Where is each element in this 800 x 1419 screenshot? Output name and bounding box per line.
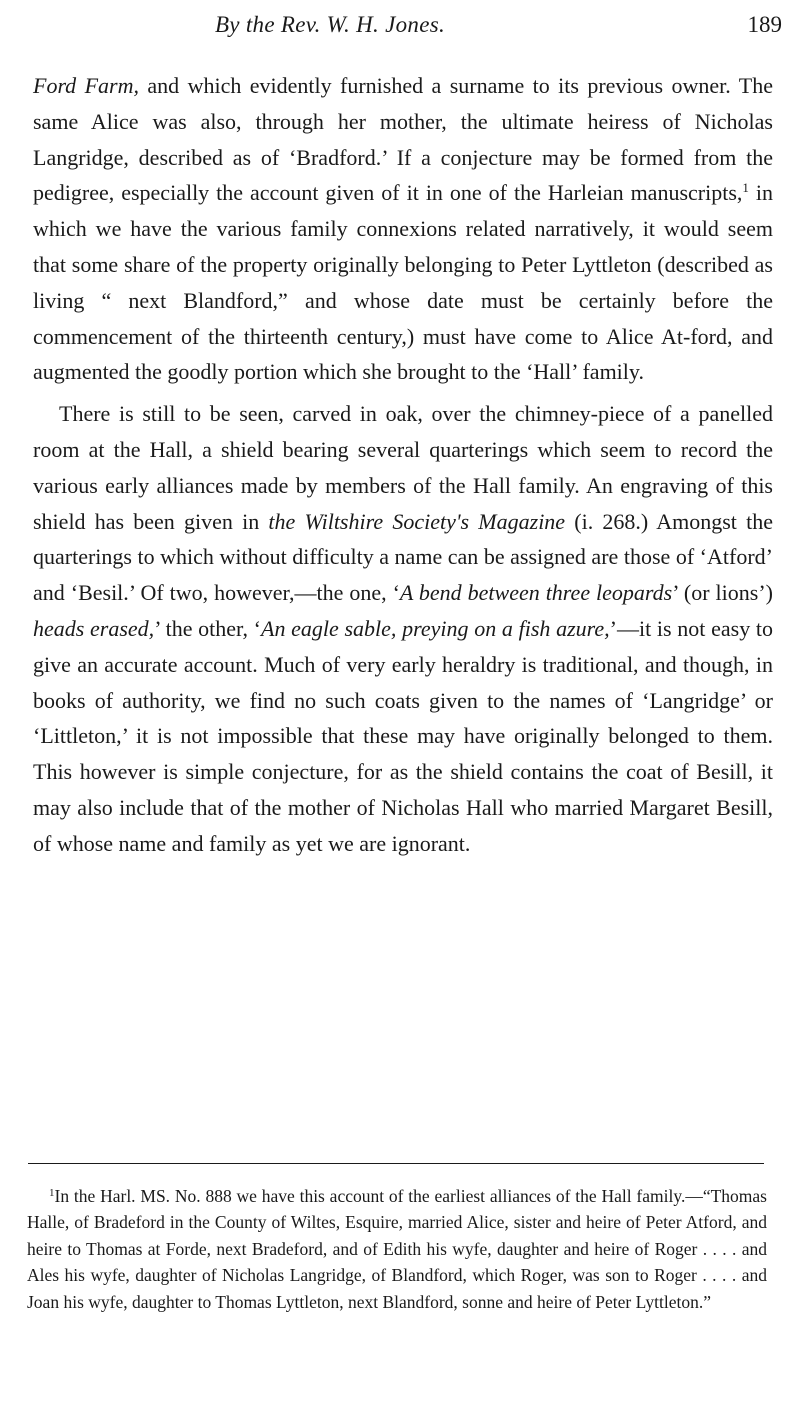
place-name-ford-farm: Ford Farm, xyxy=(33,73,139,98)
paragraph-1-text-b: in which we have the various family connexions related narratively, it would seem that some share of the property originally belonging to Peter Lyttleton (described as living “ next Blandford,” and whose date must be certainly before the commencement of the thirteenth century,) must have come to Alice At-ford, and augmented the goodly portion which she brought to the ‘Hall’ family. xyxy=(33,180,773,385)
body-text xyxy=(33,68,773,862)
paragraph-1-text-a: and which evidently furnished a surname to its previous owner. The same Alice was also, through her mother, the ultimate heiress of Nicholas Langridge, described as of ‘Bradford.’ If a conjecture may be formed from the pedigree, especially the account given of it in one of the Harleian manuscripts, xyxy=(33,73,773,206)
footnote-divider xyxy=(28,1163,764,1164)
footnote-reference: 1 xyxy=(742,180,749,196)
paragraph-2-text-a: There is still to be seen, carved in oak, over the chimney-piece of a panelled room at the Hall, a shield bearing several quarterings which seem to record the various early alliances made by members of the Hall family. An engraving of this shield has been given in xyxy=(33,401,773,534)
paragraph-2-text-c: ’ (or lions’) xyxy=(672,580,773,606)
paragraph-2-text-b: (i. 268.) Amongst the quarterings to which without difficulty a name can be assigned are those of ‘Atford’ and ‘Besil.’ Of two, however,—the one, ‘ xyxy=(33,508,773,606)
blazon-heads-erased: heads erased, xyxy=(33,615,155,641)
paragraph-1 xyxy=(33,68,773,390)
footnote-text: In the Harl. MS. No. 888 we have this account of the earliest alliances of the Hall family.—“Thomas Halle, of Bradeford in the County of Wiltes, Esquire, married Alice, sister and heire of Peter Atford, and heire to Thomas at Forde, next Bradeford, and of Edith his wyfe, daughter and heire of Roger . . . . and Ales his wyfe, daughter of Nicholas Langridge, of Blandford, which Roger, was son to Roger . . . . and Joan his wyfe, daughter to Thomas Lyttleton, next Blandford, sonne and heire of Peter Lyttleton.” xyxy=(27,1186,767,1312)
footnote-marker: 1 xyxy=(49,1187,55,1199)
footnote xyxy=(27,1183,767,1315)
running-head xyxy=(0,8,800,42)
running-title: By the Rev. W. H. Jones. xyxy=(214,12,446,37)
paragraph-2-text-e: ’—it is not easy to give an accurate account. Much of very early heraldry is traditional, and though, in books of authority, we find no such coats given to the names of ‘Langridge’ or ‘Littleton,’ it is not impossible that these may have originally belonged to them. This however is simple conjecture, for as the shield contains the coat of Besill, it may also include that of the mother of Nicholas Hall who married Margaret Besill, of whose name and family as yet we are ignorant. xyxy=(33,615,774,856)
paragraph-2-text-d: ’ the other, ‘ xyxy=(154,615,262,641)
page-number: 189 xyxy=(747,12,782,37)
blazon-leopards: A bend between three leopards xyxy=(399,580,673,606)
blazon-eagle: An eagle sable, preying on a fish azure, xyxy=(261,615,610,641)
magazine-title: the Wiltshire Society's Magazine xyxy=(268,508,566,534)
paragraph-2 xyxy=(33,396,773,861)
